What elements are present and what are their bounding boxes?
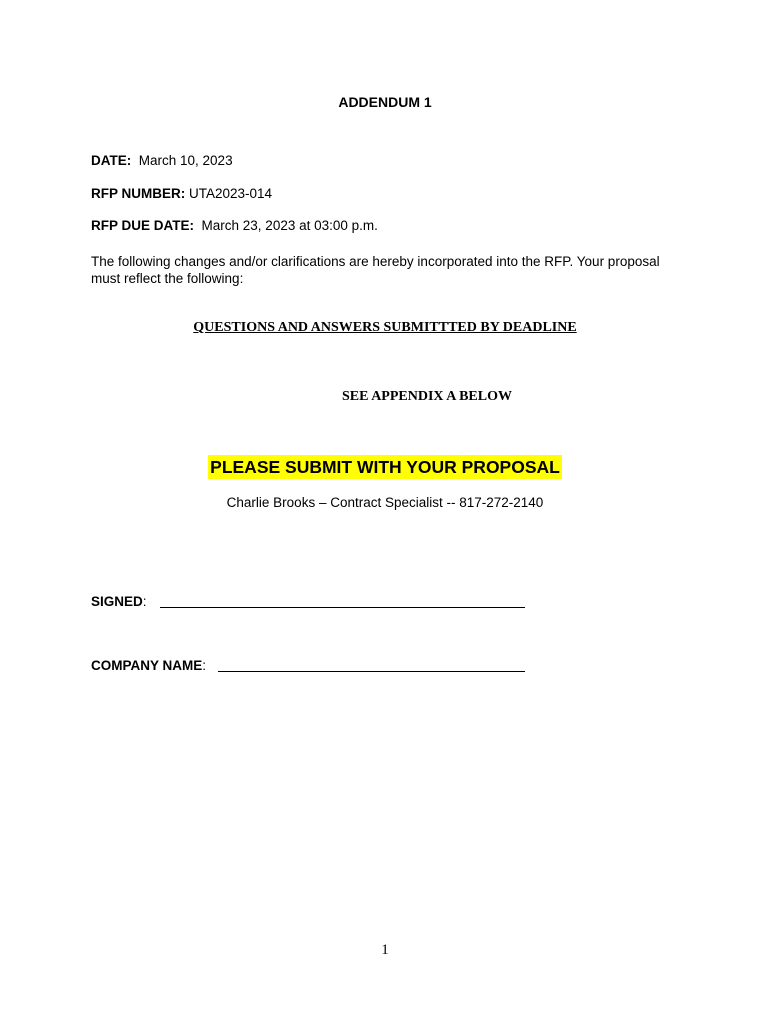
rfp-due-date-label: RFP DUE DATE: [91,218,195,233]
rfp-number-value: UTA2023-014 [189,186,273,201]
company-name-label: COMPANY NAME [91,658,203,673]
signed-signature-line[interactable] [160,607,525,608]
signed-colon: : [142,594,147,609]
appendix-note: SEE APPENDIX A BELOW [342,389,512,404]
intro-paragraph: The following changes and/or clarifications are hereby incorporated into the RFP. Your proposal must reflect the following: [91,254,660,286]
signed-label-group [91,594,147,609]
company-name-colon: : [202,658,207,673]
submit-notice-wrap [0,455,770,479]
submit-notice: PLEASE SUBMIT WITH YOUR PROPOSAL [210,457,560,477]
date-value: March 10, 2023 [138,153,233,168]
signed-label: SIGNED [91,594,143,609]
page-number: 1 [381,942,389,958]
rfp-due-date-value: March 23, 2023 at 03:00 p.m. [201,218,378,233]
company-name-label-group [91,658,206,673]
document-heading: ADDENDUM 1 [338,94,432,110]
date-field [91,153,233,168]
contact-line: Charlie Brooks – Contract Specialist -- 817-272-2140 [226,495,544,510]
company-name-line[interactable] [218,671,525,672]
qa-heading-text: QUESTIONS AND ANSWERS SUBMITTTED BY DEADLINE [193,320,577,335]
rfp-number-label: RFP NUMBER: [91,186,186,201]
rfp-due-date-field [91,218,378,233]
qa-heading [0,320,770,336]
rfp-number-field [91,186,272,201]
date-label: DATE: [91,153,132,168]
